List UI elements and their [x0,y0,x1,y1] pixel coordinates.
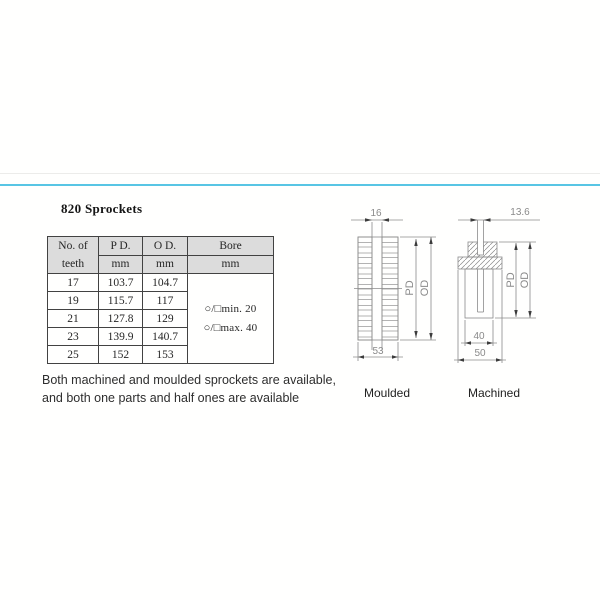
od-label: OD [519,271,531,289]
table-row [48,274,274,292]
sprocket-spec-table [47,236,274,364]
pd-label: PD [505,272,517,288]
unit-bore: mm [188,255,274,274]
note-line-2: and both one parts and half ones are available [42,391,300,405]
header-no-of-teeth [48,237,99,274]
cell-teeth: 25 [48,346,99,364]
availability-note [42,371,336,407]
machined-sprocket-drawing [450,200,560,365]
cell-od: 104.7 [143,274,188,292]
cell-teeth: 19 [48,292,99,310]
bore-min-text: ○/□min. 20 [204,302,257,315]
cell-pd: 115.7 [99,292,143,310]
moulded-sprocket-drawing [345,200,445,365]
cell-bore-merged [188,274,274,364]
header-pd: P D. [99,237,143,256]
cell-pd: 127.8 [99,310,143,328]
machined-outline [454,220,540,363]
cell-od: 117 [143,292,188,310]
unit-pd: mm [99,255,143,274]
dim-13-6-label: 13.6 [510,207,530,218]
header-od: O D. [143,237,188,256]
cell-pd: 139.9 [99,328,143,346]
machined-caption: Machined [467,386,521,400]
note-line-1: Both machined and moulded sprockets are available, [42,373,336,387]
cell-teeth: 23 [48,328,99,346]
od-label: OD [419,279,431,297]
dim-40-label: 40 [473,331,485,342]
cell-teeth: 21 [48,310,99,328]
pd-label: PD [404,280,416,296]
cell-od: 129 [143,310,188,328]
moulded-caption: Moulded [363,386,411,400]
section-divider-line [0,184,600,186]
header-bore: Bore [188,237,274,256]
machined-dim-arrows [458,218,532,362]
unit-od: mm [143,255,188,274]
header-teeth: teeth [61,258,85,270]
cell-pd: 103.7 [99,274,143,292]
moulded-dim-text [370,208,431,357]
header-no-of: No. of [58,240,88,252]
dim-16-label: 16 [370,208,382,219]
cell-pd: 152 [99,346,143,364]
dim-50-label: 50 [474,348,486,359]
dim-53-label: 53 [372,346,384,357]
cell-teeth: 17 [48,274,99,292]
cell-od: 153 [143,346,188,364]
bore-max-text: ○/□max. 40 [203,321,258,334]
faint-rule [0,173,600,174]
cell-od: 140.7 [143,328,188,346]
table-header-row-1 [48,237,274,256]
page-title: 820 Sprockets [61,201,143,216]
